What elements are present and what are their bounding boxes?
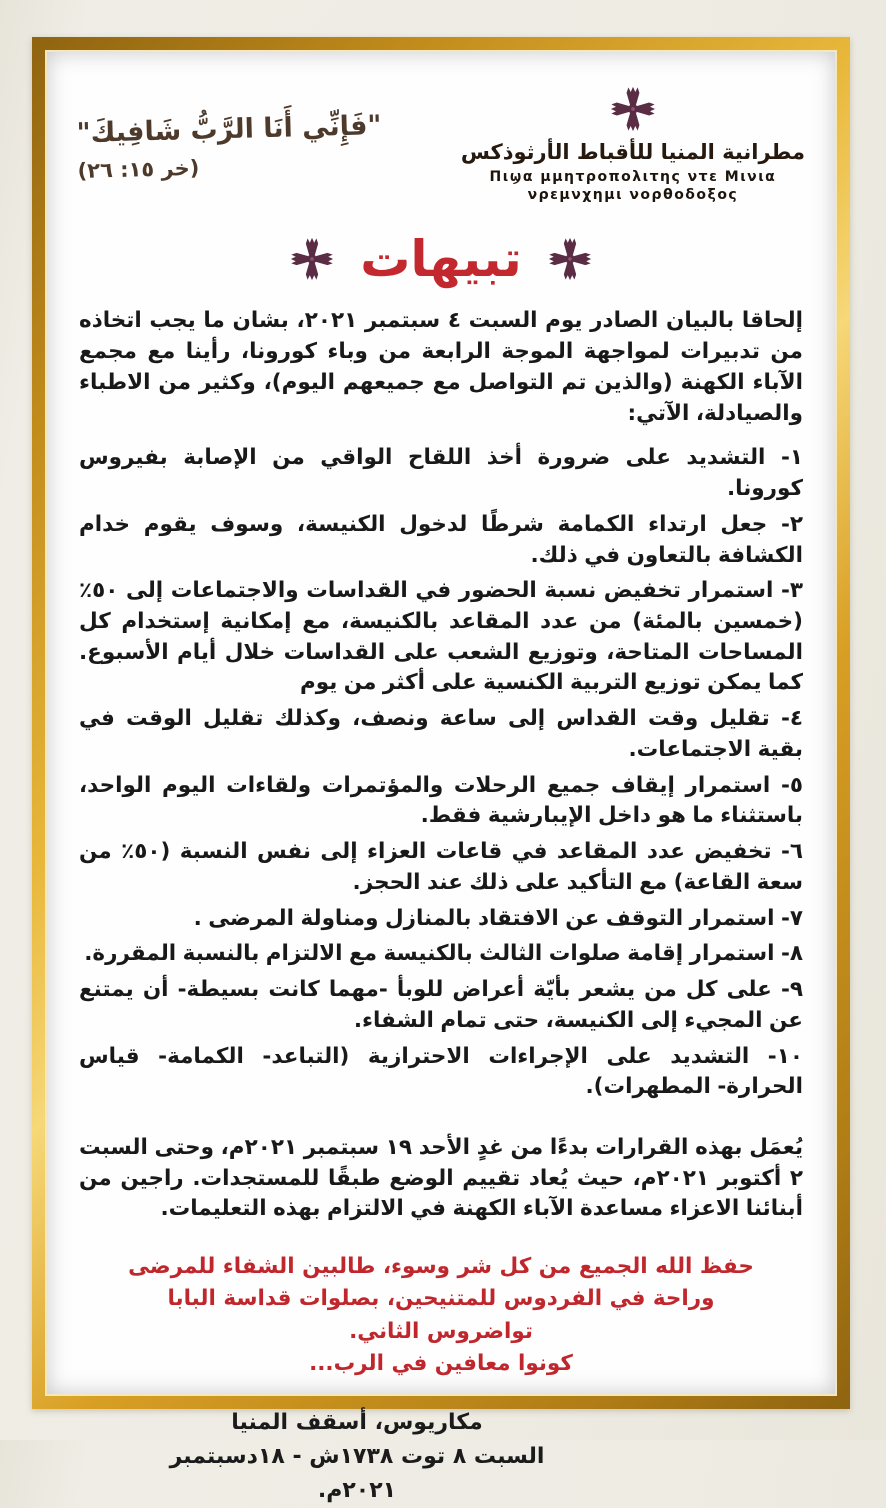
directives-list bbox=[77, 443, 805, 1103]
list-item: ٤- تقليل وقت القداس إلى ساعة ونصف، وكذلك تقليل الوقت في بقية الاجتماعات. bbox=[79, 706, 803, 762]
diocese-logo bbox=[461, 84, 805, 204]
signature-date: السبت ٨ توت ١٧٣٨ش - ١٨دسبتمبر ٢٠٢١م. bbox=[169, 1444, 545, 1504]
list-item: ٣- استمرار تخفيض نسبة الحضور في القداسات والاجتماعات إلى ٥٠٪ (خمسين بالمئة) من عدد المقاعد بالكنيسة، مع إمكانية إستخدام كل المساحات المتاحة، وتوزيع الشعب على القداسات خلال أيام الأسبوع. كما يمكن توزيع التربية الكنسية على أكثر من يوم bbox=[79, 578, 803, 696]
document-header bbox=[77, 86, 805, 204]
coptic-line-2: νρεμνχημι νορθοδοξος bbox=[527, 187, 739, 204]
blessing-text bbox=[127, 1251, 755, 1380]
signature-name: مكاريوس، أسقف المنيا bbox=[231, 1410, 483, 1436]
coptic-cross-icon bbox=[548, 235, 592, 283]
list-item: ٩- على كل من يشعر بأيّة أعراض للوبأ -مهما كانت بسيطة- أن يمتنع عن المجيء إلى الكنيسة، حتى تمام الشفاء. bbox=[79, 977, 803, 1033]
list-item: ١- التشديد على ضرورة أخذ اللقاح الواقي من الإصابة بفيروس كورونا. bbox=[79, 445, 803, 502]
list-item: ١٠- التشديد على الإجراءات الاحترازية (التباعد- الكمامة- قياس الحرارة- المطهرات). bbox=[79, 1043, 803, 1100]
document-sheet bbox=[45, 50, 837, 1504]
coptic-cross-icon bbox=[290, 235, 334, 283]
list-item: ٦- تخفيض عدد المقاعد في قاعات العزاء إلى نفس النسبة (٥٠٪ من سعة القاعة) مع التأكيد على ذلك عند الحجز. bbox=[79, 839, 803, 895]
diocese-name-coptic bbox=[490, 168, 777, 204]
blessing-farewell: كونوا معافين في الرب... bbox=[309, 1350, 573, 1376]
title-row bbox=[77, 230, 805, 289]
list-item: ٧- استمرار التوقف عن الافتقاد بالمنازل ومناولة المرضى . bbox=[193, 905, 803, 931]
list-item: ٨- استمرار إقامة صلوات الثالث بالكنيسة مع الالتزام بالنسبة المقررة. bbox=[84, 941, 803, 967]
page-title: تبيهات bbox=[360, 230, 522, 289]
coptic-cross-icon bbox=[610, 84, 656, 134]
scripture-verse bbox=[76, 110, 383, 183]
signature-block bbox=[147, 1406, 567, 1508]
list-item: ٢- جعل ارتداء الكمامة شرطًا لدخول الكنيسة، وسوف يقوم خدام الكشافة بالتعاون في ذلك. bbox=[79, 511, 803, 568]
diocese-name-arabic: مطرانية المنيا للأقباط الأرثوذكس bbox=[460, 140, 805, 164]
intro-paragraph: إلحاقا بالبيان الصادر يوم السبت ٤ سبتمبر ٢٠٢١، بشان ما يجب اتخاذه من تدبيرات لمواجهة الموجة الرابعة من وباء كورونا، رأينا مع مجمع الآباء الكهنة (والذين تم التواصل مع جميعهم اليوم)، وكثير من الاطباء والصيادلة، الآتي: bbox=[79, 308, 804, 426]
list-item: ٥- استمرار إيقاف جميع الرحلات والمؤتمرات ولقاءات اليوم الواحد، باستثناء ما هو داخل الإيبارشية فقط. bbox=[79, 772, 803, 829]
blessing-main: حفظ الله الجميع من كل شر وسوء، طالبين الشفاء للمرضى وراحة في الفردوس للمتنيحين، بصلوات قداسة البابا تواضروس الثاني. bbox=[128, 1254, 754, 1344]
gold-frame bbox=[32, 37, 850, 1504]
closing-paragraph: يُعمَل بهذه القرارات بدءًا من غدٍ الأحد ١٩ سبتمبر ٢٠٢١م، وحتى السبت ٢ أكتوبر ٢٠٢١م، حيث يُعاد تقييم الوضع طبقًا للمستجدات. راجين من أبنائنا الاعزاء مساعدة الآباء الكهنة في الالتزام بهذه التعليمات. bbox=[79, 1135, 804, 1222]
coptic-line-1: Πιϣα μμητροπολιτης ντε Μινια bbox=[489, 169, 777, 185]
verse-reference: (خر ١٥: ٢٦) bbox=[77, 155, 200, 183]
verse-text: "فَإِنِّي أَنَا الرَّبُّ شَافِيكَ" bbox=[76, 110, 382, 149]
